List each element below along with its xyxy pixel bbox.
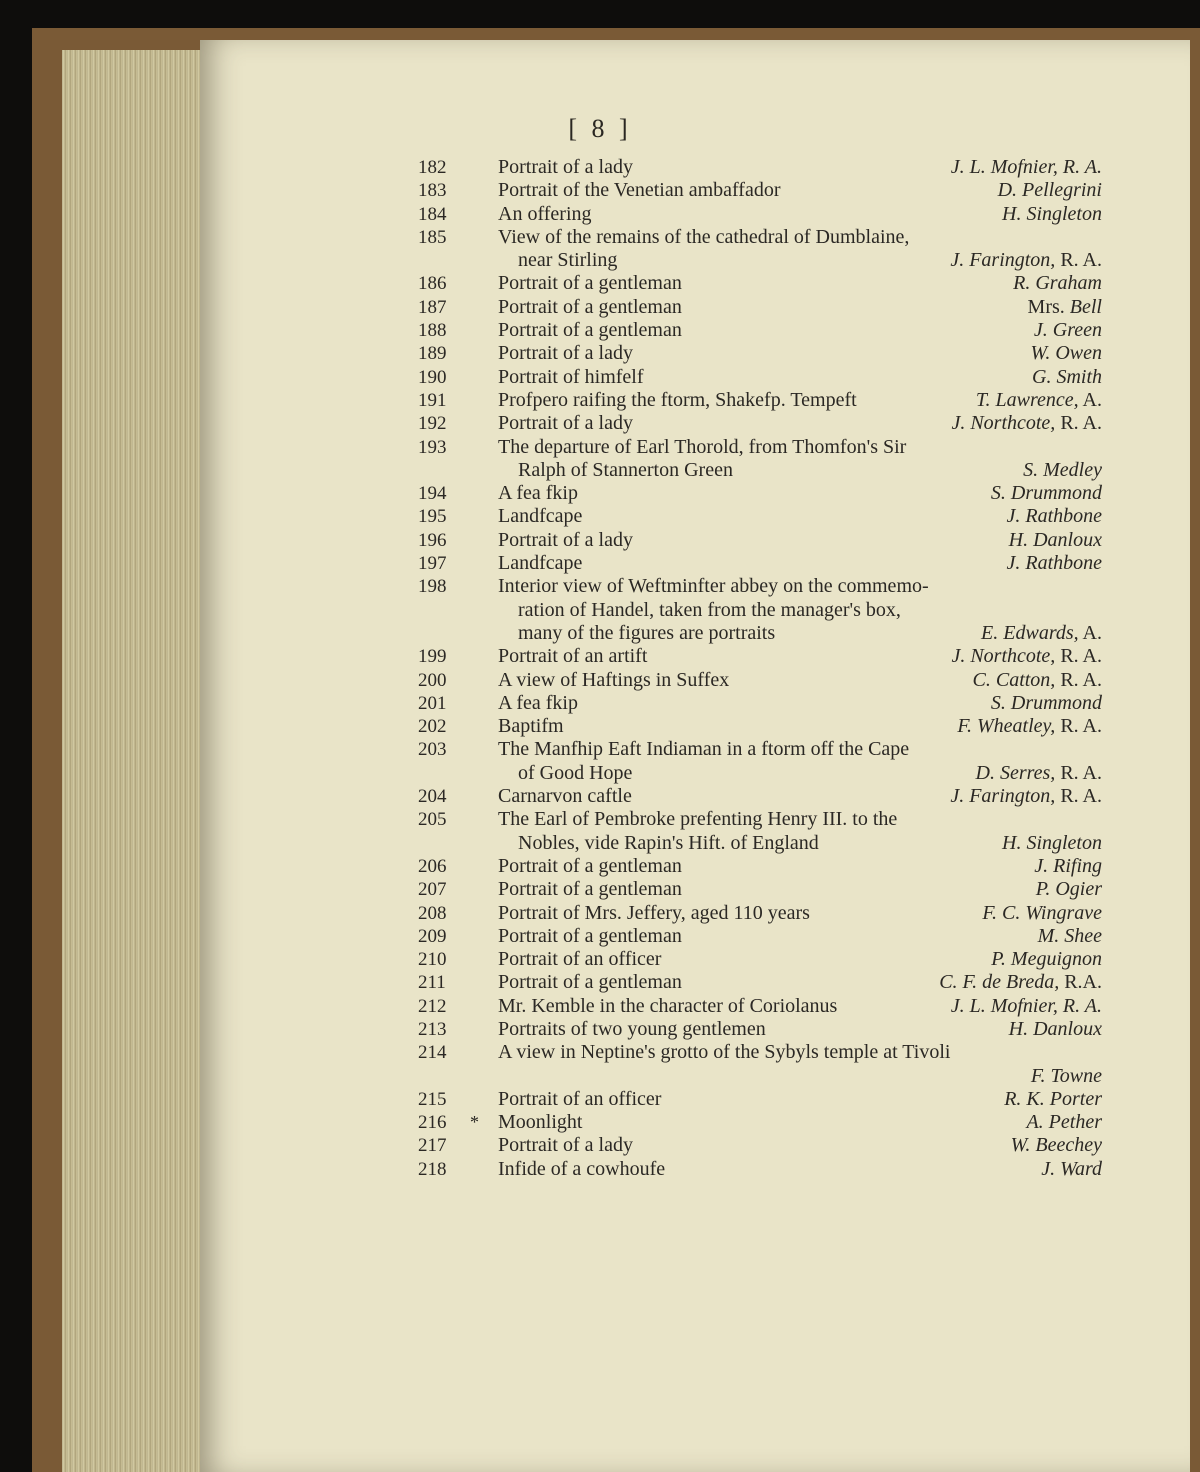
artist-name: J. Rathbone <box>1006 552 1102 575</box>
catalogue-line <box>418 529 1102 552</box>
artist-name: D. Serres, <box>975 761 1056 784</box>
entry-number: 201 <box>418 692 447 714</box>
artist-name: W. Beechey <box>1010 1134 1102 1157</box>
entry-title: View of the remains of the cathedral of Dumblaine, <box>498 225 910 248</box>
entry-title: Portrait of a gentleman <box>498 319 682 342</box>
entry-number: 193 <box>418 436 447 458</box>
entry-number: 183 <box>418 180 447 202</box>
catalogue-line <box>418 1041 1102 1064</box>
artist-name: J. Ward <box>1041 1157 1102 1180</box>
entry-title: Portrait of a lady <box>498 1134 633 1157</box>
entry-artist <box>1002 832 1102 855</box>
entry-artist <box>1011 1134 1102 1157</box>
catalogue-line <box>418 575 1102 598</box>
artist-name: H. Danloux <box>1008 1017 1102 1040</box>
catalogue-line <box>418 832 1102 855</box>
artist-name: H. Singleton <box>1002 831 1102 854</box>
entry-artist <box>1041 1158 1102 1181</box>
artist-name: D. Pellegrini <box>997 179 1102 202</box>
catalogue-line <box>418 622 1102 645</box>
entry-title: Portrait of a gentleman <box>498 854 682 877</box>
entry-title: The Earl of Pembroke prefenting Henry III. to the <box>498 808 898 831</box>
catalogue-line <box>418 505 1102 528</box>
entry-artist <box>981 622 1102 645</box>
page-edges <box>62 50 214 1472</box>
entry-artist <box>950 785 1102 808</box>
artist-name: R. Graham <box>1013 272 1102 295</box>
catalogue-line <box>418 249 1102 272</box>
entry-title: of Good Hope <box>518 761 633 784</box>
catalogue-line <box>418 785 1102 808</box>
entry-artist <box>950 249 1102 272</box>
entry-number: 186 <box>418 273 447 295</box>
entry-artist <box>1009 529 1102 552</box>
catalogue-line <box>418 389 1102 412</box>
entry-artist <box>957 715 1102 738</box>
entry-artist <box>939 971 1102 994</box>
entry-number: 215 <box>418 1088 447 1110</box>
catalogue-line <box>418 459 1102 482</box>
catalogue-entries <box>418 156 1102 1181</box>
entry-title: Portrait of a gentleman <box>498 295 682 318</box>
entry-number: 209 <box>418 925 447 947</box>
entry-title: Ralph of Stannerton Green <box>518 458 733 481</box>
catalogue-line <box>418 366 1102 389</box>
entry-artist <box>1031 1065 1102 1088</box>
artist-name: E. Edwards, <box>981 621 1079 644</box>
entry-artist <box>1034 855 1102 878</box>
entry-artist <box>982 902 1102 925</box>
entry-number: 185 <box>418 226 447 248</box>
catalogue-line <box>418 948 1102 971</box>
entry-number: 188 <box>418 320 447 342</box>
entry-number: 200 <box>418 669 447 691</box>
artist-suffix: R. A. <box>1055 645 1102 668</box>
artist-suffix: R. A. <box>1055 412 1102 435</box>
entry-title: Mr. Kemble in the character of Coriolanus <box>498 994 838 1017</box>
artist-suffix: R.A. <box>1059 971 1102 994</box>
entry-title: Interior view of Weftminfter abbey on the commemo- <box>498 575 929 598</box>
catalogue-line <box>418 272 1102 295</box>
artist-name: F. C. Wingrave <box>982 901 1102 924</box>
catalogue-line <box>418 1158 1102 1181</box>
entry-title: A fea fkip <box>498 482 578 505</box>
entry-number: 210 <box>418 949 447 971</box>
entry-title: Portrait of a lady <box>498 528 633 551</box>
entry-artist <box>1032 366 1102 389</box>
catalogue-line <box>418 902 1102 925</box>
entry-artist <box>998 179 1102 202</box>
entry-title: many of the figures are portraits <box>518 621 776 644</box>
artist-name: H. Singleton <box>1002 202 1102 225</box>
entry-title: Portrait of a gentleman <box>498 878 682 901</box>
entry-artist <box>991 692 1102 715</box>
artist-suffix: R. A. <box>1055 761 1102 784</box>
catalogue-line <box>418 1065 1102 1088</box>
catalogue-line <box>418 319 1102 342</box>
entry-number: 216 <box>418 1112 447 1134</box>
catalogue-line <box>418 226 1102 249</box>
entry-number: 211 <box>418 972 446 994</box>
entry-number: 184 <box>418 203 447 225</box>
entry-title: Portraits of two young gentlemen <box>498 1017 766 1040</box>
entry-artist <box>1034 319 1102 342</box>
entry-artist <box>1036 878 1102 901</box>
entry-title: Profpero raifing the ftorm, Shakefp. Tempeft <box>498 388 857 411</box>
entry-artist <box>1013 272 1102 295</box>
entry-artist <box>991 482 1102 505</box>
entry-title: Portrait of a gentleman <box>498 971 682 994</box>
entry-number: 199 <box>418 646 447 668</box>
artist-name: J. Rifing <box>1034 854 1102 877</box>
entry-title: A view in Neptine's grotto of the Sybyls temple at Tivoli <box>498 1041 951 1064</box>
artist-name: C. F. de Breda, <box>939 971 1060 994</box>
artist-name: F. Towne <box>1030 1064 1102 1087</box>
artist-name: G. Smith <box>1032 365 1102 388</box>
entry-number: 182 <box>418 157 447 178</box>
artist-name: J. Farington, <box>950 249 1056 272</box>
entry-title: Infide of a cowhoufe <box>498 1157 666 1180</box>
catalogue-line <box>418 179 1102 202</box>
artist-name: J. Farington, <box>950 785 1056 808</box>
catalogue-line <box>418 412 1102 435</box>
entry-artist <box>951 645 1102 668</box>
catalogue-line <box>418 878 1102 901</box>
entry-title: Landfcape <box>498 552 583 575</box>
entry-artist <box>951 156 1102 179</box>
entry-artist <box>973 669 1102 692</box>
artist-name: J. Rathbone <box>1006 505 1102 528</box>
artist-name: J. Northcote, <box>951 645 1056 668</box>
catalogue-line <box>418 995 1102 1018</box>
catalogue-line <box>418 669 1102 692</box>
catalogue-line <box>418 925 1102 948</box>
page-number: [ 8 ] <box>568 114 632 143</box>
entry-artist <box>1006 552 1102 575</box>
entry-number: 207 <box>418 879 447 901</box>
entry-number: 213 <box>418 1018 447 1040</box>
entry-title: ration of Handel, taken from the manager's box, <box>518 598 901 621</box>
entry-artist <box>1009 1018 1102 1041</box>
entry-number: 206 <box>418 855 447 877</box>
catalogue-line <box>418 645 1102 668</box>
catalogue-line <box>418 203 1102 226</box>
artist-suffix: A. <box>1078 388 1102 411</box>
artist-name: P. Meguignon <box>991 948 1102 971</box>
catalogue-line <box>418 1134 1102 1157</box>
entry-title: The departure of Earl Thorold, from Thomfon's Sir <box>498 435 907 458</box>
entry-number: 205 <box>418 809 447 831</box>
entry-artist <box>1026 1111 1102 1134</box>
entry-number: 214 <box>418 1042 447 1064</box>
entry-title: Carnarvon caftle <box>498 785 632 808</box>
entry-artist <box>951 995 1102 1018</box>
entry-title: Portrait of a gentleman <box>498 924 682 947</box>
entry-title: Landfcape <box>498 505 583 528</box>
entry-title: Portrait of the Venetian ambaffador <box>498 179 781 202</box>
catalogue-line <box>418 855 1102 878</box>
artist-name: P. Ogier <box>1035 878 1102 901</box>
entry-title: Portrait of an artift <box>498 645 648 668</box>
entry-title: Portrait of a lady <box>498 412 633 435</box>
artist-name: S. Medley <box>1023 458 1102 481</box>
entry-number: 217 <box>418 1135 447 1157</box>
entry-artist <box>976 389 1102 412</box>
catalogue-line <box>418 436 1102 459</box>
artist-suffix: A. <box>1078 621 1102 644</box>
artist-name: A. Pether <box>1026 1111 1102 1134</box>
artist-suffix: R. A. <box>1055 249 1102 272</box>
catalogue-line <box>418 971 1102 994</box>
entry-number: 196 <box>418 529 447 551</box>
entry-number: 192 <box>418 413 447 435</box>
entry-title: Portrait of himfelf <box>498 365 644 388</box>
asterisk-mark: * <box>470 1112 479 1133</box>
entry-number: 218 <box>418 1158 447 1180</box>
entry-number: 194 <box>418 483 447 505</box>
page-specks <box>460 1206 980 1226</box>
catalogue-line <box>418 599 1102 622</box>
entry-title: near Stirling <box>518 249 618 272</box>
catalogue-line <box>418 1088 1102 1111</box>
entry-number: 204 <box>418 786 447 808</box>
entry-number: 208 <box>418 902 447 924</box>
artist-name: S. Drummond <box>990 482 1102 505</box>
catalogue-line <box>418 738 1102 761</box>
artist-name: T. Lawrence, <box>975 388 1079 411</box>
entry-artist <box>1028 296 1102 319</box>
entry-number: 190 <box>418 366 447 388</box>
artist-prefix: Mrs. <box>1027 295 1070 318</box>
artist-suffix: R. A. <box>1055 785 1102 808</box>
entry-artist <box>951 412 1102 435</box>
entry-artist <box>1038 925 1102 948</box>
entry-number: 187 <box>418 296 447 318</box>
artist-name: F. Wheatley, <box>957 715 1056 738</box>
entry-artist <box>991 948 1102 971</box>
entry-artist <box>1023 459 1102 482</box>
artist-name: H. Danloux <box>1008 528 1102 551</box>
catalogue-line <box>418 715 1102 738</box>
artist-name: Bell <box>1069 295 1102 318</box>
entry-artist <box>1004 1088 1102 1111</box>
entry-number: 212 <box>418 995 447 1017</box>
catalogue-line <box>418 342 1102 365</box>
artist-name: M. Shee <box>1037 924 1102 947</box>
catalogue-line <box>418 1018 1102 1041</box>
entry-title: The Manfhip Eaft Indiaman in a ftorm off the Cape <box>498 738 910 761</box>
artist-name: J. Northcote, <box>951 412 1056 435</box>
entry-title: Portrait of a lady <box>498 342 633 365</box>
entry-title: An offering <box>498 202 592 225</box>
artist-name: J. L. Mofnier, R. A. <box>950 994 1102 1017</box>
entry-title: Portrait of a lady <box>498 156 633 178</box>
entry-artist <box>976 762 1103 785</box>
entry-title: Portrait of an officer <box>498 1087 662 1110</box>
catalogue-line <box>418 692 1102 715</box>
catalogue-line <box>418 482 1102 505</box>
artist-name: S. Drummond <box>990 691 1102 714</box>
entry-title: Moonlight <box>498 1111 583 1134</box>
catalogue-line <box>418 156 1102 179</box>
entry-number: 197 <box>418 553 447 575</box>
artist-name: J. Green <box>1033 319 1102 342</box>
entry-number: 203 <box>418 739 447 761</box>
catalogue-line <box>418 808 1102 831</box>
catalogue-line <box>418 1111 1102 1134</box>
catalogue-line <box>418 296 1102 319</box>
artist-suffix: R. A. <box>1055 668 1102 691</box>
entry-title: Portrait of a gentleman <box>498 272 682 295</box>
catalogue-line <box>418 762 1102 785</box>
entry-number: 195 <box>418 506 447 528</box>
artist-suffix: R. A. <box>1055 715 1102 738</box>
entry-artist <box>1006 505 1102 528</box>
entry-number: 189 <box>418 343 447 365</box>
entry-number: 202 <box>418 716 447 738</box>
entry-title: Nobles, vide Rapin's Hift. of England <box>518 831 819 854</box>
entry-artist <box>1002 203 1102 226</box>
artist-name: J. L. Mofnier, R. A. <box>950 156 1102 178</box>
entry-number: 191 <box>418 389 447 411</box>
entry-title: A view of Haftings in Suffex <box>498 668 730 691</box>
artist-name: W. Owen <box>1030 342 1102 365</box>
entry-number: 198 <box>418 576 447 598</box>
entry-title: Baptifm <box>498 715 564 738</box>
entry-title: Portrait of Mrs. Jeffery, aged 110 years <box>498 901 810 924</box>
catalogue-line <box>418 552 1102 575</box>
entry-artist <box>1031 342 1102 365</box>
entry-title: Portrait of an officer <box>498 948 662 971</box>
artist-name: C. Catton, <box>972 668 1056 691</box>
entry-title: A fea fkip <box>498 691 578 714</box>
artist-name: R. K. Porter <box>1004 1087 1102 1110</box>
